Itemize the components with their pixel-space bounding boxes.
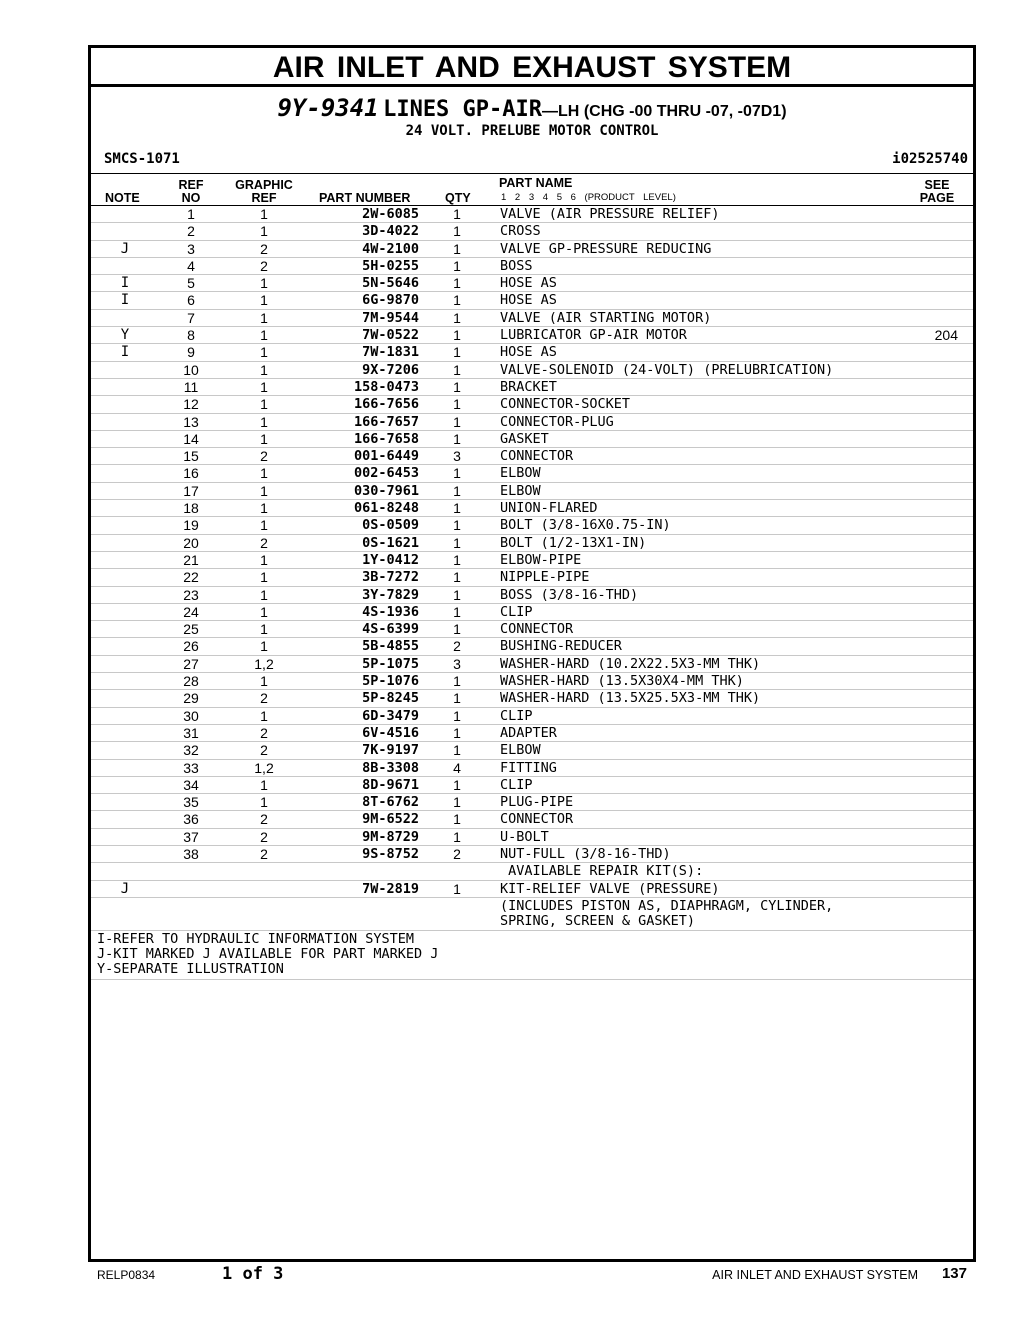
ref-no-cell: 15 (183, 448, 199, 465)
ref-no-cell: 25 (183, 621, 199, 638)
part-name-cell: CONNECTOR (500, 621, 574, 638)
part-number-cell: 7W-1831 (362, 344, 419, 361)
ref-no-cell: 3 (187, 240, 195, 257)
part-number-cell: 5P-8245 (362, 690, 419, 707)
smcs-code: SMCS-1071 (104, 151, 180, 167)
table-row (91, 586, 973, 603)
qty-cell: 1 (453, 292, 461, 309)
table-row (91, 516, 973, 533)
part-name-cell: CONNECTOR (500, 811, 574, 828)
col-note-header: NOTE (105, 191, 140, 205)
qty-cell: 1 (453, 413, 461, 430)
ref-no-cell: 26 (183, 638, 199, 655)
qty-cell: 1 (453, 794, 461, 811)
part-number-cell: 001-6449 (353, 448, 419, 465)
part-name-cell: UNION-FLARED (500, 500, 598, 517)
graphic-ref-cell: 2 (260, 724, 268, 741)
part-number-cell: 0S-1621 (362, 534, 419, 551)
ref-no-cell: 10 (183, 361, 199, 378)
part-number-cell: 3Y-7829 (362, 586, 419, 603)
kit-header-row (91, 862, 973, 879)
part-number-cell: 166-7657 (353, 413, 419, 430)
graphic-ref-cell: 1 (260, 482, 268, 499)
ref-no-cell: 32 (183, 742, 199, 759)
group-heading (91, 95, 973, 125)
graphic-ref-cell: 1 (260, 430, 268, 447)
note-cell: I (120, 275, 130, 292)
part-name-cell: BOSS (500, 257, 533, 274)
ref-no-cell: 29 (183, 690, 199, 707)
part-number-cell: 5P-1076 (362, 673, 419, 690)
graphic-ref-cell: 1 (260, 378, 268, 395)
table-row (91, 447, 973, 464)
ref-no-cell: 37 (183, 828, 199, 845)
table-header-rule (91, 173, 973, 174)
qty-cell: 1 (453, 223, 461, 240)
col-part-name-header: PART NAME (499, 176, 573, 190)
table-row (91, 413, 973, 430)
part-name-cell: BOSS (3/8-16-THD) (500, 586, 639, 603)
part-number-cell: 3B-7272 (362, 569, 419, 586)
qty-cell: 1 (453, 811, 461, 828)
part-name-cell: NUT-FULL (3/8-16-THD) (500, 845, 671, 862)
notes-legend (91, 930, 973, 980)
part-name-cell: CONNECTOR (500, 448, 574, 465)
graphic-ref-cell: 2 (260, 845, 268, 862)
col-ref-header-top: REF (178, 178, 204, 192)
page-number: 137 (941, 1265, 967, 1282)
ref-no-cell: 22 (183, 569, 199, 586)
part-name-cell: CLIP (500, 707, 533, 724)
part-number-cell: 9S-8752 (362, 845, 419, 862)
table-row (91, 430, 973, 447)
ref-no-cell: 38 (183, 845, 199, 862)
ref-no-cell: 35 (183, 794, 199, 811)
graphic-ref-cell: 1 (260, 206, 268, 222)
qty-cell: 1 (453, 344, 461, 361)
part-number-cell: 061-8248 (353, 500, 419, 517)
ref-no-cell: 24 (183, 603, 199, 620)
graphic-ref-cell: 1 (260, 500, 268, 517)
page-of-indicator: 1 of 3 (222, 1264, 284, 1284)
table-row (91, 222, 973, 239)
table-row (91, 343, 973, 360)
product-level-header: 1 2 3 4 5 6 (PRODUCT LEVEL) (501, 192, 676, 203)
page-title: AIR INLET AND EXHAUST SYSTEM (91, 48, 973, 87)
qty-cell: 1 (453, 465, 461, 482)
part-name-cell: BOLT (3/8-16X0.75-IN) (500, 517, 671, 534)
note-cell: I (120, 292, 130, 309)
group-part-number: 9Y-9341 (277, 94, 379, 122)
ref-no-cell: 9 (187, 344, 195, 361)
ref-no-cell: 23 (183, 586, 199, 603)
qty-cell: 1 (453, 378, 461, 395)
ref-no-cell: 11 (183, 378, 199, 395)
qty-cell: 1 (453, 309, 461, 326)
part-number-cell: 9X-7206 (362, 361, 419, 378)
ref-no-cell: 13 (183, 413, 199, 430)
qty-cell: 1 (453, 257, 461, 274)
qty-cell: 3 (453, 655, 461, 672)
group-serial-range: (CHG -00 THRU -07, -07D1) (583, 103, 787, 120)
table-row (91, 741, 973, 758)
part-number-cell: 166-7658 (353, 430, 419, 447)
part-number-cell: 6D-3479 (362, 707, 419, 724)
illustration-id: i02525740 (892, 151, 968, 167)
parts-list-frame (88, 45, 976, 1262)
graphic-ref-cell: 1 (260, 275, 268, 292)
qty-cell: 1 (453, 742, 461, 759)
ref-no-cell: 33 (183, 759, 199, 776)
part-number-cell: 1Y-0412 (362, 551, 419, 568)
table-row (91, 361, 973, 378)
part-number-cell: 2W-6085 (362, 206, 419, 222)
part-name-cell: KIT-RELIEF VALVE (PRESSURE) (500, 880, 720, 897)
part-name-cell: HOSE AS (500, 344, 557, 361)
qty-cell: 1 (453, 361, 461, 378)
part-name-cell: NIPPLE-PIPE (500, 569, 590, 586)
part-name-cell: CLIP (500, 603, 533, 620)
table-row (91, 828, 973, 845)
graphic-ref-cell: 1 (260, 396, 268, 413)
note-legend-item: Y-SEPARATE ILLUSTRATION (97, 960, 284, 977)
ref-no-cell: 34 (183, 776, 199, 793)
table-row (91, 378, 973, 395)
part-number-cell: 5N-5646 (362, 275, 419, 292)
kit-includes-text (500, 899, 833, 929)
kit-includes-line: (INCLUDES PISTON AS, DIAPHRAGM, CYLINDER, (500, 897, 834, 914)
ref-no-cell: 1 (187, 206, 195, 222)
part-name-cell: WASHER-HARD (13.5X25.5X3-MM THK) (500, 690, 761, 707)
table-row (91, 274, 973, 291)
part-name-cell: VALVE-SOLENOID (24-VOLT) (PRELUBRICATION) (500, 361, 834, 378)
graphic-ref-cell: 1 (260, 223, 268, 240)
part-name-cell: WASHER-HARD (10.2X22.5X3-MM THK) (500, 655, 761, 672)
qty-cell: 1 (453, 206, 461, 222)
qty-cell: 1 (453, 482, 461, 499)
qty-cell: 2 (453, 845, 461, 862)
qty-cell: 1 (453, 430, 461, 447)
part-name-cell: CROSS (500, 223, 541, 240)
ref-no-cell: 14 (183, 430, 199, 447)
ref-no-cell: 19 (183, 517, 199, 534)
part-number-cell: 7K-9197 (362, 742, 419, 759)
part-number-cell: 8T-6762 (362, 794, 419, 811)
part-name-cell: BUSHING-REDUCER (500, 638, 622, 655)
col-see-header-bottom: PAGE (919, 191, 955, 205)
ref-no-cell: 20 (183, 534, 199, 551)
qty-cell: 1 (453, 880, 461, 897)
graphic-ref-cell: 1 (260, 344, 268, 361)
table-row (91, 776, 973, 793)
part-number-cell: 5H-0255 (362, 257, 419, 274)
graphic-ref-cell: 1 (260, 586, 268, 603)
part-name-cell: ELBOW-PIPE (500, 551, 582, 568)
qty-cell: 1 (453, 586, 461, 603)
part-number-cell: 4W-2100 (362, 240, 419, 257)
note-legend-item: I-REFER TO HYDRAULIC INFORMATION SYSTEM (97, 930, 414, 947)
table-row (91, 707, 973, 724)
kit-includes-line: SPRING, SCREEN & GASKET) (500, 912, 696, 929)
table-row (91, 309, 973, 326)
graphic-ref-cell: 1 (260, 638, 268, 655)
ref-no-cell: 16 (183, 465, 199, 482)
part-number-cell: 5P-1075 (362, 655, 419, 672)
col-part-number-header: PART NUMBER (319, 191, 411, 205)
part-number-cell: 4S-1936 (362, 603, 419, 620)
part-name-cell: HOSE AS (500, 275, 557, 292)
col-ref-header-bottom: NO (181, 191, 201, 205)
table-row (91, 482, 973, 499)
graphic-ref-cell: 1 (260, 327, 268, 344)
ref-no-cell: 6 (187, 292, 195, 309)
graphic-ref-cell: 1 (260, 621, 268, 638)
qty-cell: 1 (453, 500, 461, 517)
part-name-cell: VALVE (AIR STARTING MOTOR) (500, 309, 712, 326)
part-number-cell: 8D-9671 (362, 776, 419, 793)
part-number-cell: 158-0473 (353, 378, 419, 395)
table-row (91, 689, 973, 706)
part-number-cell: 0S-0509 (362, 517, 419, 534)
kit-includes-row (91, 897, 973, 930)
ref-no-cell: 28 (183, 673, 199, 690)
part-name-cell: BRACKET (500, 378, 557, 395)
ref-no-cell: 12 (183, 396, 199, 413)
table-row (91, 395, 973, 412)
table-row (91, 810, 973, 827)
part-number-cell: 8B-3308 (362, 759, 419, 776)
qty-cell: 1 (453, 776, 461, 793)
ref-no-cell: 30 (183, 707, 199, 724)
note-legend-item: J-KIT MARKED J AVAILABLE FOR PART MARKED J (97, 945, 439, 962)
graphic-ref-cell: 1 (260, 551, 268, 568)
part-number-cell: 002-6453 (353, 465, 419, 482)
ref-no-cell: 21 (183, 551, 199, 568)
graphic-ref-cell: 1 (260, 517, 268, 534)
ref-no-cell: 5 (187, 275, 195, 292)
qty-cell: 1 (453, 828, 461, 845)
qty-cell: 1 (453, 724, 461, 741)
ref-no-cell: 36 (183, 811, 199, 828)
note-cell: Y (120, 327, 130, 344)
part-name-cell: VALVE (AIR PRESSURE RELIEF) (500, 206, 720, 222)
table-row (91, 724, 973, 741)
table-row (91, 672, 973, 689)
qty-cell: 1 (453, 551, 461, 568)
table-row (91, 257, 973, 274)
note-cell: I (120, 344, 130, 361)
note-cell: J (120, 240, 130, 257)
qty-cell: 4 (453, 759, 461, 776)
part-name-cell: ELBOW (500, 465, 541, 482)
graphic-ref-cell: 2 (260, 828, 268, 845)
part-name-cell: HOSE AS (500, 292, 557, 309)
graphic-ref-cell: 1 (260, 603, 268, 620)
table-row (91, 551, 973, 568)
table-row (91, 655, 973, 672)
col-ref-header (173, 179, 209, 205)
footer-section-title: AIR INLET AND EXHAUST SYSTEM (712, 1268, 918, 1282)
part-number-cell: 5B-4855 (362, 638, 419, 655)
part-name-cell: WASHER-HARD (13.5X30X4-MM THK) (500, 673, 744, 690)
ref-no-cell: 17 (183, 482, 199, 499)
table-row (91, 205, 973, 222)
col-graphic-header-bottom: REF (251, 191, 277, 205)
part-name-cell: PLUG-PIPE (500, 794, 574, 811)
parts-table (91, 205, 973, 980)
part-name-cell: U-BOLT (500, 828, 549, 845)
part-name-cell: CLIP (500, 776, 533, 793)
part-name-cell: ELBOW (500, 742, 541, 759)
kit-header: AVAILABLE REPAIR KIT(S): (500, 863, 704, 880)
graphic-ref-cell: 1 (260, 361, 268, 378)
table-row (91, 291, 973, 308)
part-name-cell: CONNECTOR-PLUG (500, 413, 614, 430)
part-number-cell: 7W-2819 (362, 880, 419, 897)
part-name-cell: BOLT (1/2-13X1-IN) (500, 534, 647, 551)
table-row (91, 637, 973, 654)
col-see-page-header (917, 179, 957, 205)
part-number-cell: 6G-9870 (362, 292, 419, 309)
part-number-cell: 6V-4516 (362, 724, 419, 741)
part-number-cell: 9M-6522 (362, 811, 419, 828)
graphic-ref-cell: 1 (260, 465, 268, 482)
table-row (91, 845, 973, 862)
col-graphic-header-top: GRAPHIC (235, 178, 293, 192)
graphic-ref-cell: 1 (260, 309, 268, 326)
graphic-ref-cell: 1 (260, 707, 268, 724)
group-name: LINES GP-AIR (383, 97, 543, 122)
qty-cell: 1 (453, 327, 461, 344)
table-row (91, 326, 973, 343)
col-qty-header: QTY (445, 191, 471, 205)
part-name-cell: GASKET (500, 430, 549, 447)
graphic-ref-cell: 2 (260, 690, 268, 707)
ref-no-cell: 27 (183, 655, 199, 672)
graphic-ref-cell: 2 (260, 448, 268, 465)
qty-cell: 1 (453, 275, 461, 292)
ref-no-cell: 7 (187, 309, 195, 326)
graphic-ref-cell: 1 (260, 673, 268, 690)
part-name-cell: VALVE GP-PRESSURE REDUCING (500, 240, 712, 257)
qty-cell: 1 (453, 707, 461, 724)
ref-no-cell: 4 (187, 257, 195, 274)
qty-cell: 3 (453, 448, 461, 465)
part-number-cell: 4S-6399 (362, 621, 419, 638)
qty-cell: 1 (453, 569, 461, 586)
qty-cell: 1 (453, 690, 461, 707)
part-number-cell: 030-7961 (353, 482, 419, 499)
part-number-cell: 7W-0522 (362, 327, 419, 344)
table-row (91, 568, 973, 585)
ref-no-cell: 2 (187, 223, 195, 240)
table-row (91, 603, 973, 620)
part-number-cell: 7M-9544 (362, 309, 419, 326)
document-code: RELP0834 (97, 1268, 156, 1282)
table-row (91, 499, 973, 516)
table-row (91, 620, 973, 637)
part-number-cell: 9M-8729 (362, 828, 419, 845)
see-page-cell: 204 (934, 327, 958, 344)
graphic-ref-cell: 1 (260, 569, 268, 586)
ref-no-cell: 8 (187, 327, 195, 344)
qty-cell: 1 (453, 534, 461, 551)
graphic-ref-cell: 1 (260, 292, 268, 309)
table-row (91, 534, 973, 551)
graphic-ref-cell: 1,2 (254, 759, 274, 776)
ref-no-cell: 31 (183, 724, 199, 741)
ref-no-cell: 18 (183, 500, 199, 517)
graphic-ref-cell: 1 (260, 776, 268, 793)
kit-row (91, 880, 973, 897)
part-name-cell: LUBRICATOR GP-AIR MOTOR (500, 327, 687, 344)
graphic-ref-cell: 2 (260, 257, 268, 274)
graphic-ref-cell: 1 (260, 413, 268, 430)
group-subtitle: 24 VOLT. PRELUBE MOTOR CONTROL (405, 123, 659, 139)
part-name-cell: FITTING (500, 759, 557, 776)
table-row (91, 759, 973, 776)
qty-cell: 1 (453, 603, 461, 620)
qty-cell: 1 (453, 517, 461, 534)
table-row (91, 464, 973, 481)
col-graphic-header (231, 179, 297, 205)
graphic-ref-cell: 2 (260, 240, 268, 257)
part-name-cell: CONNECTOR-SOCKET (500, 396, 631, 413)
part-number-cell: 166-7656 (353, 396, 419, 413)
graphic-ref-cell: 2 (260, 742, 268, 759)
qty-cell: 1 (453, 673, 461, 690)
part-name-cell: ADAPTER (500, 724, 557, 741)
part-name-cell: ELBOW (500, 482, 541, 499)
qty-cell: 1 (453, 240, 461, 257)
graphic-ref-cell: 1 (260, 794, 268, 811)
qty-cell: 1 (453, 396, 461, 413)
table-row (91, 793, 973, 810)
qty-cell: 1 (453, 621, 461, 638)
graphic-ref-cell: 1,2 (254, 655, 274, 672)
table-row (91, 240, 973, 257)
qty-cell: 2 (453, 638, 461, 655)
graphic-ref-cell: 2 (260, 811, 268, 828)
col-see-header-top: SEE (924, 178, 950, 192)
part-number-cell: 3D-4022 (362, 223, 419, 240)
note-cell: J (120, 880, 130, 897)
graphic-ref-cell: 2 (260, 534, 268, 551)
group-suffix: —LH (542, 103, 580, 120)
